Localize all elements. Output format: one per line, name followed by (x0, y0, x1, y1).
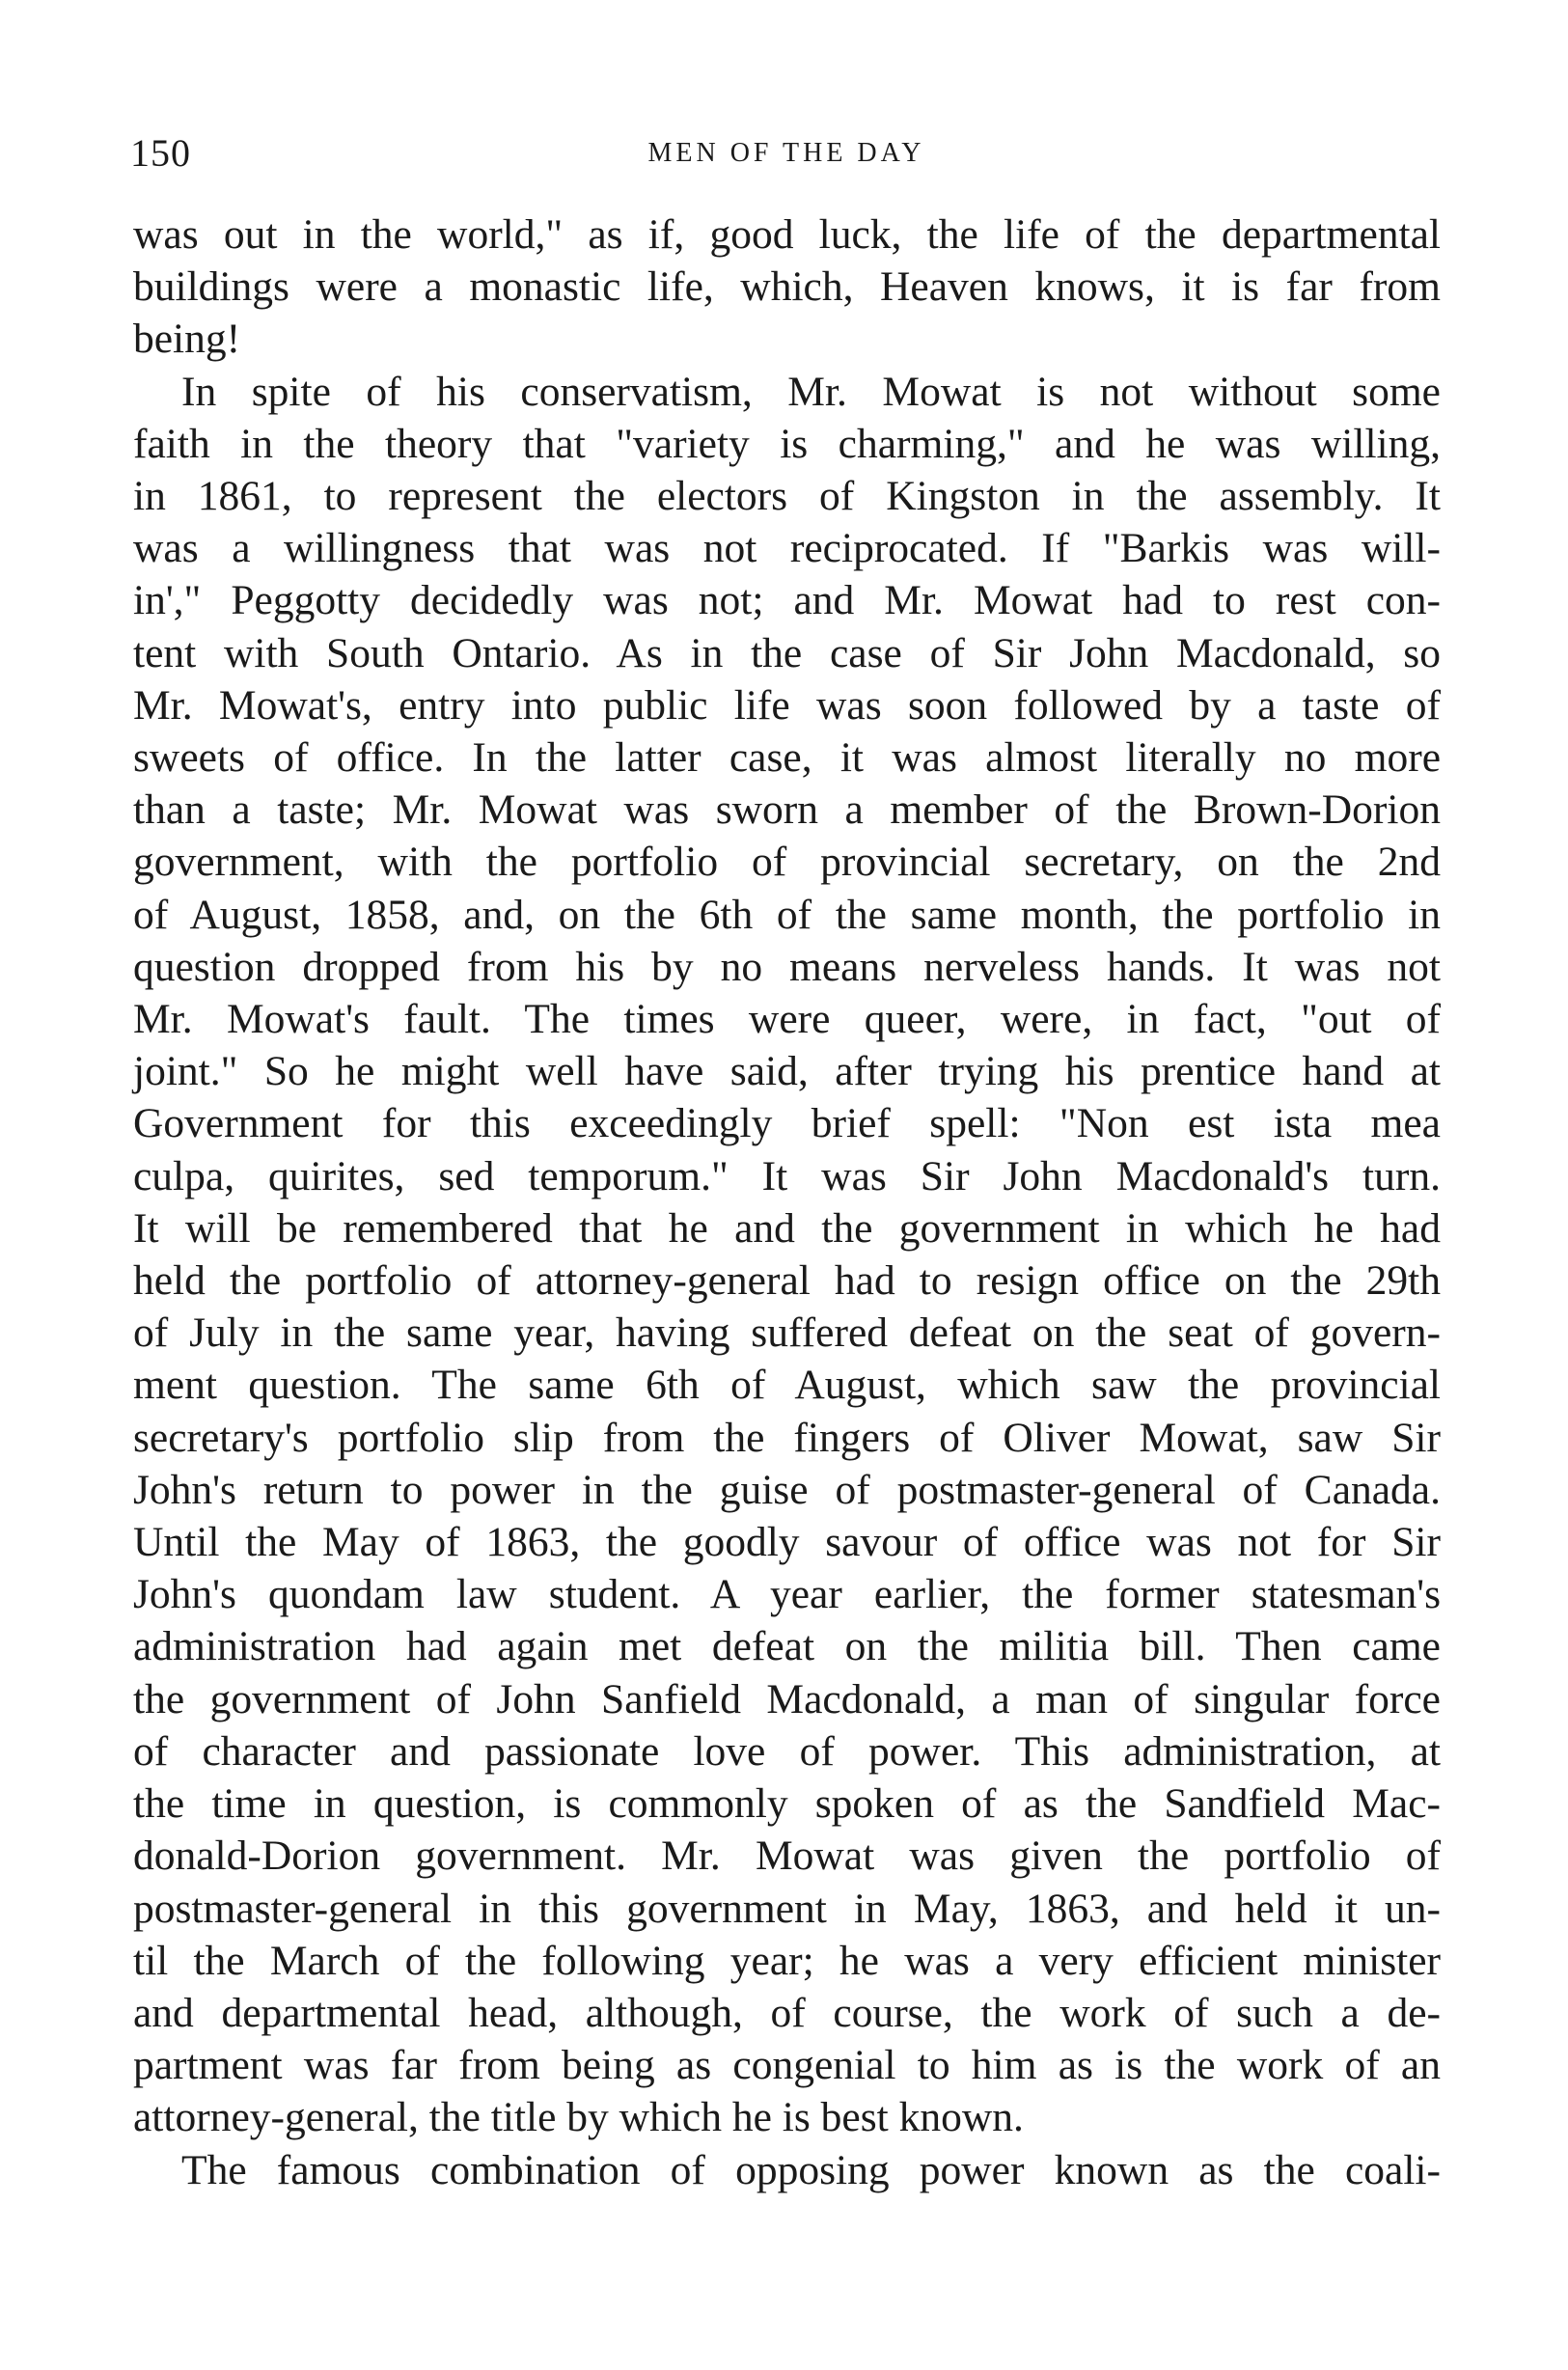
text-line: donald-Dorion government. Mr. Mowat was given the portfolio of (133, 1833, 1441, 1880)
text-line: Mr. Mowat's, entry into public life was soon followed by a taste of (133, 681, 1441, 729)
text-line: of character and passionate love of power. This administration, at (133, 1727, 1441, 1775)
text-line: The famous combination of opposing power known as the coali- (181, 2146, 1441, 2193)
text-line: faith in the theory that "variety is charming," and he was willing, (133, 420, 1441, 467)
text-line: In spite of his conservatism, Mr. Mowat is not without some (181, 368, 1441, 415)
text-line: buildings were a monastic life, which, Heaven knows, it is far from (133, 263, 1441, 311)
text-line: and departmental head, although, of course, the work of such a de- (133, 1989, 1441, 2036)
text-line: in'," Peggotty decidedly was not; and Mr. Mowat had to rest con- (133, 577, 1441, 624)
text-line: was out in the world," as if, good luck, the life of the departmental (133, 211, 1441, 258)
text-line: in 1861, to represent the electors of Kingston in the assembly. It (133, 473, 1441, 520)
text-line: ment question. The same 6th of August, which saw the provincial (133, 1362, 1441, 1409)
body-text (133, 208, 1441, 2196)
text-line: question dropped from his by no means nerveless hands. It was not (133, 943, 1441, 990)
text-line: til the March of the following year; he was a very efficient minister (133, 1937, 1441, 1984)
text-line: John's quondam law student. A year earlier, the former statesman's (133, 1571, 1441, 1618)
paragraph-3 (133, 2144, 1441, 2196)
text-line: the government of John Sanfield Macdonald, a man of singular force (133, 1675, 1441, 1722)
text-line: of July in the same year, having suffered defeat on the seat of govern- (133, 1309, 1441, 1357)
paragraph-2 (133, 366, 1441, 2144)
text-line: than a taste; Mr. Mowat was sworn a member of the Brown-Dorion (133, 786, 1441, 834)
page-number: 150 (130, 131, 191, 175)
text-line: culpa, quirites, sed temporum." It was Sir John Macdonald's turn. (133, 1152, 1441, 1199)
text-line: John's return to power in the guise of postmaster-general of Canada. (133, 1466, 1441, 1513)
text-line: attorney-general, the title by which he is best known. (133, 2094, 1024, 2141)
text-line: Until the May of 1863, the goodly savour of office was not for Sir (133, 1519, 1441, 1566)
text-line: the time in question, is commonly spoken of as the Sandfield Mac- (133, 1780, 1441, 1828)
text-line: administration had again met defeat on the militia bill. Then came (133, 1623, 1441, 1670)
text-line: secretary's portfolio slip from the fingers of Oliver Mowat, saw Sir (133, 1414, 1441, 1461)
text-line: It will be remembered that he and the government in which he had (133, 1204, 1441, 1252)
text-line: Government for this exceedingly brief spell: "Non est ista mea (133, 1100, 1441, 1147)
text-line: Mr. Mowat's fault. The times were queer, were, in fact, "out of (133, 996, 1441, 1043)
text-line: held the portfolio of attorney-general had to resign office on the 29th (133, 1257, 1441, 1305)
text-line: was a willingness that was not reciprocated. If "Barkis was will- (133, 525, 1441, 572)
text-line: tent with South Ontario. As in the case of Sir John Macdonald, so (133, 629, 1441, 676)
page-header (130, 130, 1443, 188)
text-line: being! (133, 316, 241, 363)
text-line: joint." So he might well have said, after trying his prentice hand at (133, 1048, 1441, 1095)
text-line: postmaster-general in this government in May, 1863, and held it un- (133, 1885, 1441, 1932)
running-head: MEN OF THE DAY (647, 138, 925, 168)
text-line: government, with the portfolio of provincial secretary, on the 2nd (133, 839, 1441, 886)
text-line: sweets of office. In the latter case, it was almost literally no more (133, 734, 1441, 782)
text-line: partment was far from being as congenial to him as is the work of an (133, 2042, 1441, 2089)
text-line: of August, 1858, and, on the 6th of the same month, the portfolio in (133, 891, 1441, 938)
paragraph-1 (133, 208, 1441, 366)
